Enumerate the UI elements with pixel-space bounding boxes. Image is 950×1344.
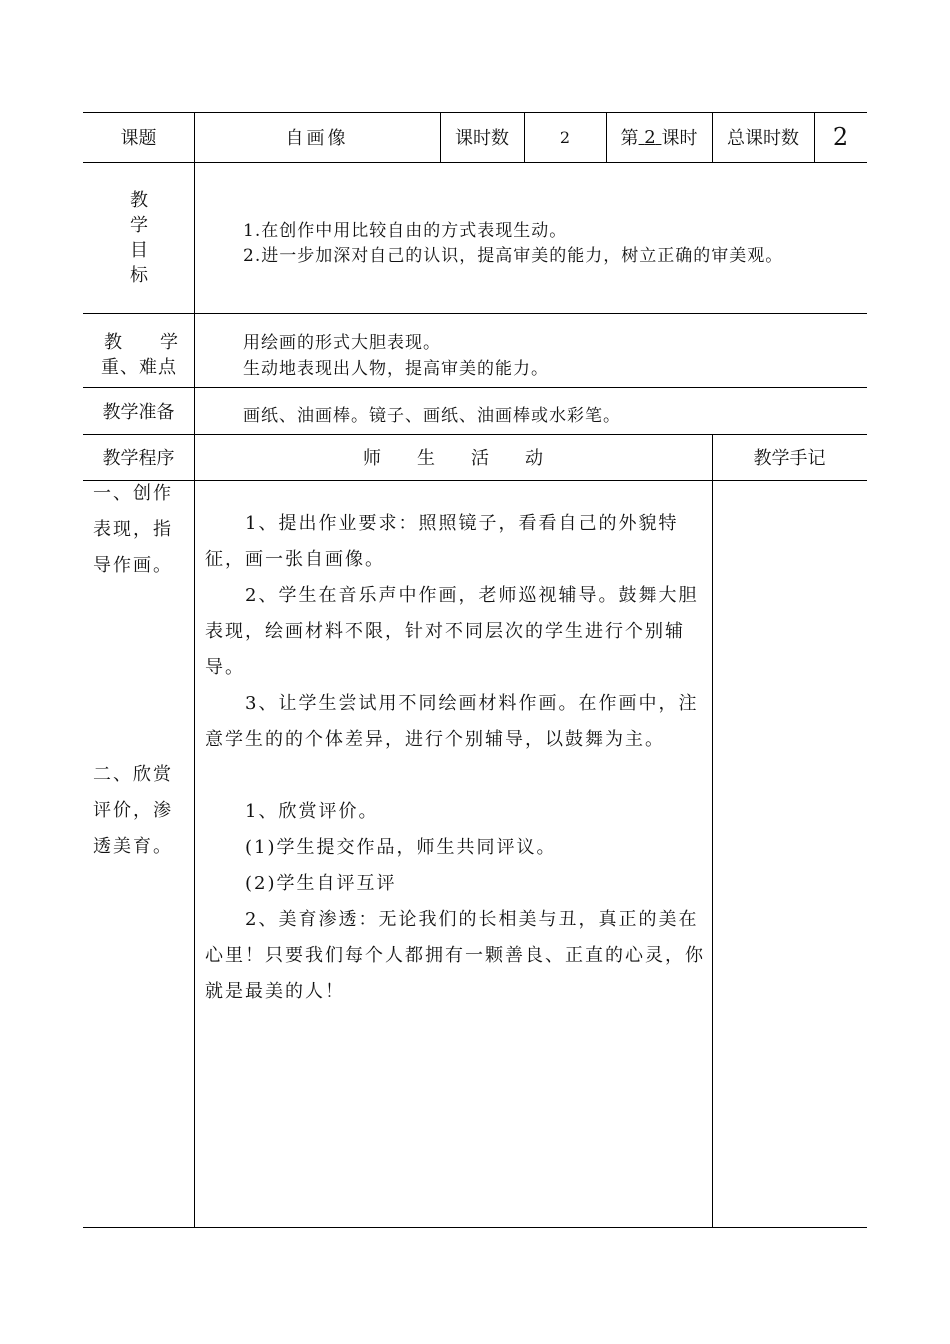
- lesson-suffix: 课时: [661, 128, 698, 149]
- row-divider-procedure-header: [83, 480, 867, 481]
- preparation-label: 教学准备: [102, 401, 175, 423]
- keypoint-item-1: 用绘画的形式大胆表现。: [243, 333, 441, 353]
- activity-line: 心里！只要我们每个人都拥有一颗善良、正直的心灵，你: [205, 945, 705, 966]
- keypoints-label-char-1: 教: [104, 332, 123, 353]
- lesson-number-cell: [606, 112, 712, 162]
- lesson-number: 2: [644, 126, 656, 148]
- hours-label: 课时数: [455, 128, 509, 149]
- objective-item-2: 2.进一步加深对自己的认识，提高审美的能力，树立正确的审美观。: [243, 246, 784, 266]
- total-hours-value: 2: [832, 123, 849, 151]
- step-1: 一、创作 表现，指 导作画。: [93, 483, 173, 576]
- activity-line: (1)学生提交作品，师生共同评议。: [205, 837, 557, 858]
- col-divider-label: [194, 112, 195, 1227]
- activities-body: [205, 506, 710, 1010]
- row-divider-header: [83, 162, 867, 163]
- activity-line: 就是最美的人！: [205, 981, 345, 1002]
- activity-line: 征，画一张自画像。: [205, 549, 385, 570]
- activity-line: 1、提出作业要求：照照镜子，看看自己的外貌特: [205, 513, 679, 534]
- activity-line: 2、美育渗透：无论我们的长相美与丑，真正的美在: [205, 909, 699, 930]
- step-2: 二、欣赏 评价，渗 透美育。: [93, 764, 173, 857]
- procedure-column-header: 教学程序: [102, 448, 175, 469]
- activity-line: (2)学生自评互评: [205, 873, 397, 894]
- notes-column-header: 教学手记: [753, 448, 826, 469]
- activity-line: 意学生的的个体差异，进行个别辅导，以鼓舞为主。: [205, 729, 665, 750]
- col-divider-notes: [712, 434, 713, 1227]
- hours-value: 2: [559, 127, 571, 147]
- keypoints-label-char-2: 学: [160, 332, 179, 353]
- keypoints-label-line-2: 重、难点: [101, 357, 177, 378]
- lesson-prefix: 第: [620, 128, 639, 149]
- total-hours-label: 总课时数: [727, 128, 799, 149]
- table-border-bottom: [83, 1227, 867, 1228]
- activity-line: 表现，绘画材料不限，针对不同层次的学生进行个别辅: [205, 621, 685, 642]
- row-divider-keypoints: [83, 387, 867, 388]
- objectives-label: 教 学 目 标: [130, 190, 148, 286]
- activity-line: 1、欣赏评价。: [205, 801, 379, 822]
- activity-line: 2、学生在音乐声中作画，老师巡视辅导。鼓舞大胆: [205, 585, 699, 606]
- row-divider-objectives: [83, 313, 867, 314]
- preparation-value: 画纸、油画棒。镜子、画纸、油画棒或水彩笔。: [243, 406, 621, 426]
- topic-value: 自画像: [285, 128, 349, 149]
- topic-label: 课题: [120, 128, 157, 149]
- activity-line: 3、让学生尝试用不同绘画材料作画。在作画中，注: [205, 693, 699, 714]
- objective-item-1: 1.在创作中用比较自由的方式表现生动。: [243, 221, 568, 241]
- activity-line: 导。: [205, 657, 245, 678]
- keypoint-item-2: 生动地表现出人物，提高审美的能力。: [243, 359, 549, 379]
- activities-column-header: 师 生 活 动: [363, 448, 543, 469]
- activity-line: [205, 758, 710, 794]
